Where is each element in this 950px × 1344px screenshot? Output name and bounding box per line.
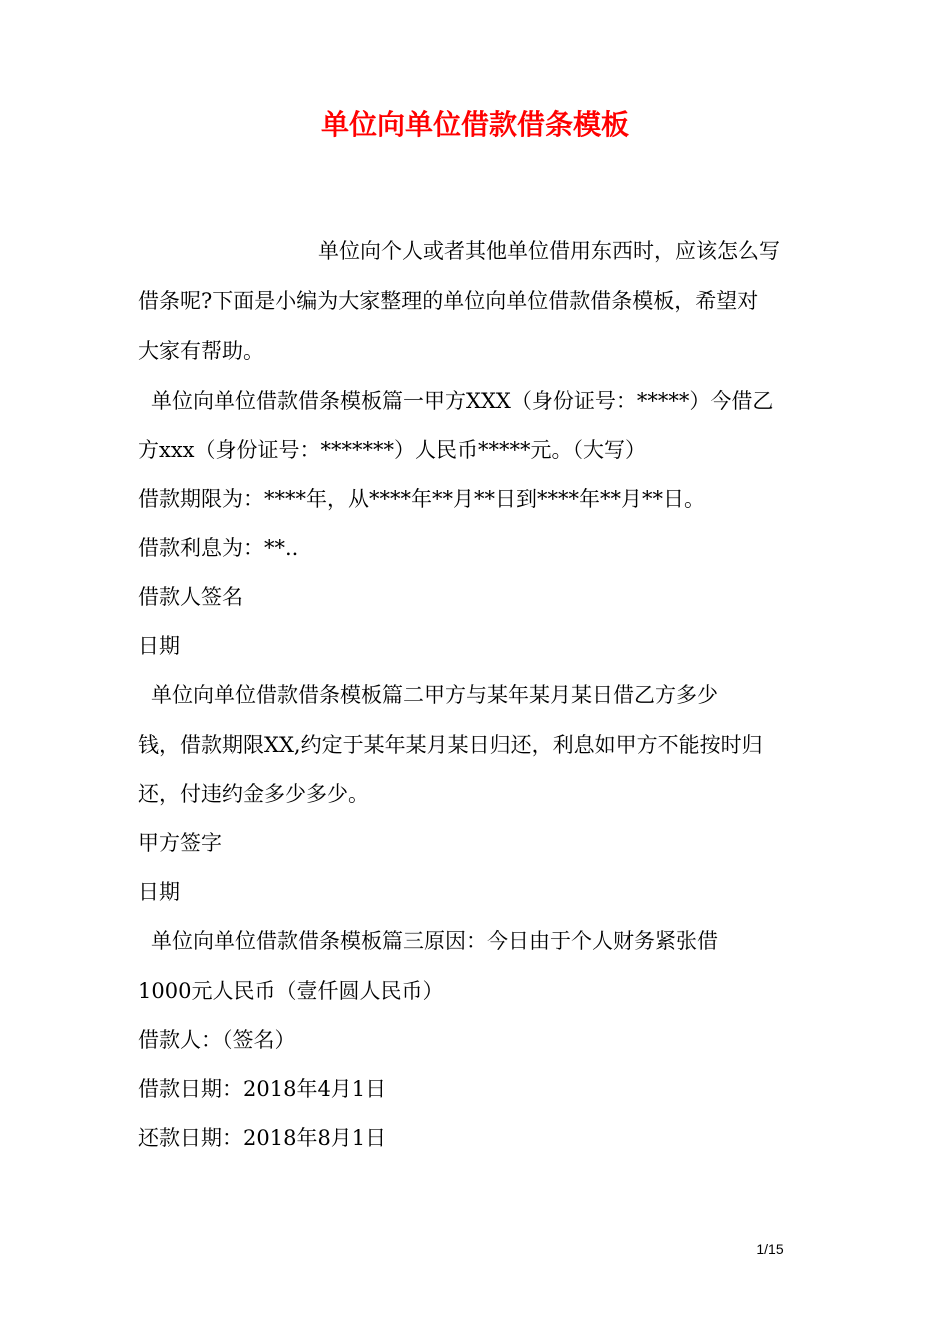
paragraph-line-2: 借条呢?下面是小编为大家整理的单位向单位借款借条模板，希望对: [138, 289, 759, 313]
template-three-repay-date: 还款日期：2018年8月1日: [138, 1126, 387, 1150]
template-three-borrower: 借款人：（签名）: [138, 1028, 296, 1052]
document-title: 单位向单位借款借条模板: [320, 108, 629, 141]
template-two-line-2: 钱，借款期限XX,约定于某年某月某日归还，利息如甲方不能按时归: [138, 733, 763, 757]
template-one-signature: 借款人签名: [138, 585, 243, 609]
template-one-date: 日期: [138, 634, 180, 658]
template-two-line-3: 还，付违约金多少多少。: [138, 782, 369, 806]
template-one-line-2: 方xxx（身份证号：*******）人民币*****元。（大写）: [138, 438, 647, 462]
template-two-date: 日期: [138, 880, 180, 904]
paragraph-line-3: 大家有帮助。: [138, 339, 264, 363]
template-two-signature: 甲方签字: [138, 831, 222, 855]
template-three-borrow-date: 借款日期：2018年4月1日: [138, 1077, 387, 1101]
template-one-term: 借款期限为：****年，从****年**月**日到****年**月**日。: [138, 487, 705, 511]
page-number: 1/15: [756, 1241, 784, 1257]
template-one-line-1: 单位向单位借款借条模板篇一甲方XXX（身份证号：*****）今借乙: [151, 389, 774, 413]
template-two-line-1: 单位向单位借款借条模板篇二甲方与某年某月某日借乙方多少: [151, 683, 718, 707]
template-three-line-2: 1000元人民币（壹仟圆人民币）: [138, 979, 444, 1003]
template-three-line-1: 单位向单位借款借条模板篇三原因：今日由于个人财务紧张借: [151, 929, 718, 953]
template-one-interest: 借款利息为：**..: [138, 536, 299, 560]
paragraph-line-1: 单位向个人或者其他单位借用东西时，应该怎么写: [318, 239, 780, 263]
